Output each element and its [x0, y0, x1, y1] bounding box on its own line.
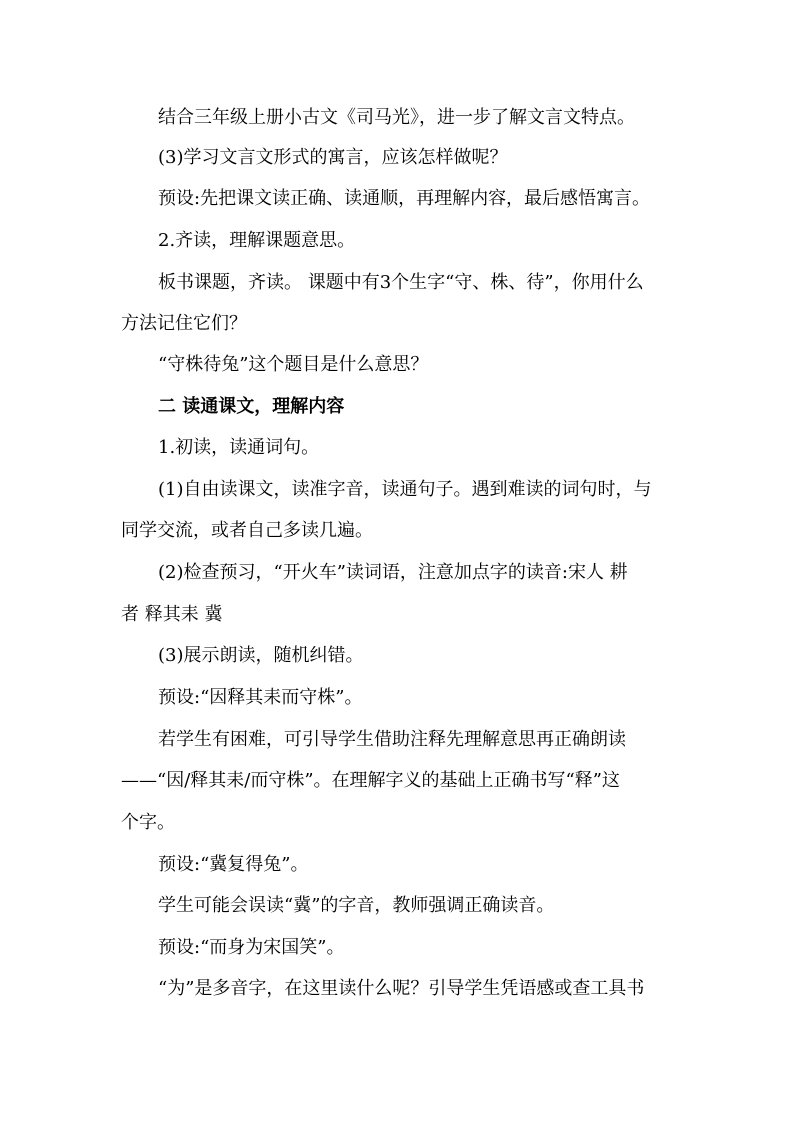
- text-line-19: 预设:“冀复得兔”。: [158, 854, 309, 875]
- text-line-9: 1.初读，读通词句。: [158, 437, 320, 458]
- text-line-1: 结合三年级上册小古文《司马光》，进一步了解文言文特点。: [158, 107, 635, 128]
- text-line-6: 方法记住它们？: [121, 313, 247, 334]
- text-line-4: 2.齐读，理解课题意思。: [158, 230, 356, 251]
- text-line-15: 预设:“因释其耒而守株”。: [158, 687, 363, 708]
- text-line-14: (3)展示朗读，随机纠错。: [158, 645, 364, 666]
- text-line-17: ——“因/释其耒/而守株”。在理解字义的基础上正确书写“释”这: [121, 770, 620, 791]
- text-line-2: (3)学习文言文形式的寓言，应该怎样做呢？: [158, 147, 508, 168]
- text-line-11: 同学交流，或者自己多读几遍。: [121, 520, 373, 541]
- text-line-18: 个字。: [121, 812, 175, 833]
- text-line-13: 者 释其耒 冀: [121, 604, 223, 625]
- text-line-21: 预设:“而身为宋国笑”。: [158, 937, 345, 958]
- text-line-16: 若学生有困难，可引导学生借助注释先理解意思再正确朗读: [158, 729, 626, 750]
- text-line-22: “为”是多音字，在这里读什么呢？引导学生凭语感或查工具书: [158, 978, 645, 999]
- text-line-7: “守株待兔”这个题目是什么意思？: [158, 354, 429, 375]
- text-line-12: (2)检查预习，“开火车”读词语，注意加点字的读音:宋人 耕: [158, 562, 628, 583]
- text-line-10: (1)自由读课文，读准字音，读通句子。遇到难读的词句时，与: [158, 479, 652, 500]
- text-line-5: 板书课题，齐读。 课题中有3个生字“守、株、待”，你用什么: [158, 272, 644, 293]
- section-heading: 二 读通课文，理解内容: [158, 396, 345, 417]
- text-line-3: 预设:先把课文读正确、读通顺，再理解内容，最后感悟寓言。: [158, 188, 651, 209]
- text-line-20: 学生可能会误读“冀”的字音，教师强调正确读音。: [158, 895, 555, 916]
